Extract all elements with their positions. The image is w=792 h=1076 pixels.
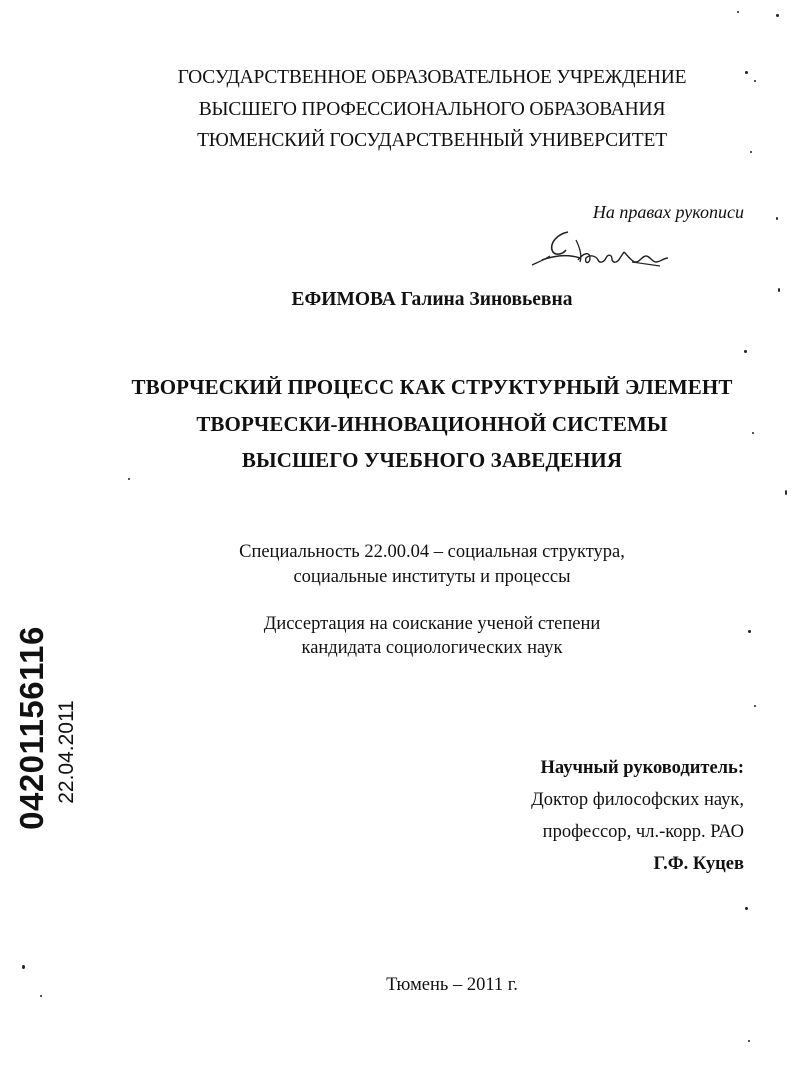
scan-speck (778, 288, 780, 292)
author-signature (528, 222, 678, 277)
scan-speck (128, 478, 130, 480)
title-line-1: ТВОРЧЕСКИЙ ПРОЦЕСС КАК СТРУКТУРНЫЙ ЭЛЕМЕНТ (131, 375, 733, 399)
scan-speck (737, 11, 739, 13)
dissertation-line-1: Диссертация на соискание ученой степени (263, 614, 601, 634)
specialty-line-1: Специальность 22.00.04 – социальная структура, (239, 542, 625, 562)
supervisor-heading: Научный руководитель: (540, 758, 744, 778)
supervisor-name: Г.Ф. Куцев (653, 854, 744, 874)
scan-speck (22, 965, 25, 969)
supervisor-position: профессор, чл.-корр. РАО (542, 822, 744, 842)
institution-line-1: ГОСУДАРСТВЕННОЕ ОБРАЗОВАТЕЛЬНОЕ УЧРЕЖДЕНИЕ (177, 67, 687, 88)
title-line-2: ТВОРЧЕСКИ-ИННОВАЦИОННОЙ СИСТЕМЫ (196, 412, 668, 436)
scan-speck (754, 705, 756, 707)
specialty-line-2: социальные институты и процессы (293, 567, 571, 587)
scan-speck (744, 350, 747, 353)
scan-speck (748, 630, 751, 633)
manuscript-note: На правах рукописи (592, 202, 744, 222)
institution-line-3: ТЮМЕНСКИЙ ГОСУДАРСТВЕННЫЙ УНИВЕРСИТЕТ (197, 130, 667, 151)
library-stamp-date: 22.04.2011 (55, 700, 78, 804)
scan-speck (752, 432, 754, 434)
scan-speck (748, 1040, 750, 1042)
library-stamp-number: 04201156116 (13, 626, 50, 830)
author-name: ЕФИМОВА Галина Зиновьевна (291, 289, 573, 310)
dissertation-line-2: кандидата социологических наук (301, 638, 563, 658)
supervisor-degree: Доктор философских наук, (531, 790, 744, 810)
scan-speck (776, 217, 778, 220)
scan-speck (745, 71, 748, 74)
title-line-3: ВЫСШЕГО УЧЕБНОГО ЗАВЕДЕНИЯ (241, 448, 623, 472)
scan-speck (754, 80, 756, 82)
city-year: Тюмень – 2011 г. (386, 975, 518, 995)
scan-speck (776, 14, 779, 17)
scan-speck (785, 490, 787, 495)
institution-line-2: ВЫСШЕГО ПРОФЕССИОНАЛЬНОГО ОБРАЗОВАНИЯ (198, 99, 666, 120)
scan-speck (750, 151, 752, 153)
scan-speck (40, 995, 42, 997)
scan-speck (745, 907, 748, 910)
